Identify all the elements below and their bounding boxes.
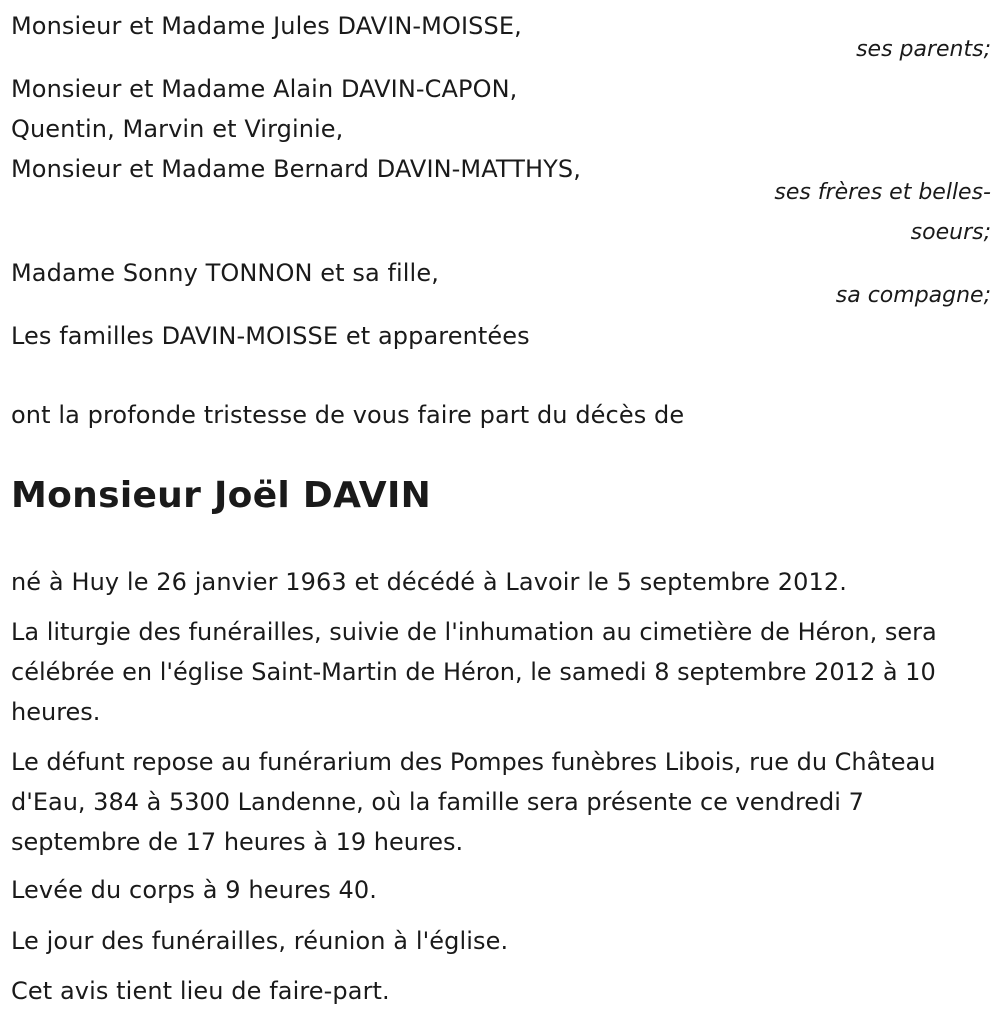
sibling-line-2: Quentin, Marvin et Virginie, — [11, 115, 344, 143]
levee-line: Levée du corps à 9 heures 40. — [11, 876, 377, 904]
partner-role: sa compagne; — [835, 283, 991, 308]
notice-line: Cet avis tient lieu de faire-part. — [11, 977, 390, 1005]
repose-paragraph: Le défunt repose au funérarium des Pompes funèbres Libois, rue du Château d'Eau, 384 à 5300 Landenne, où la famille sera présente ce vendredi 7 septembre de 17 heures à 19 heures. — [11, 748, 936, 856]
families-line: Les familles DAVIN-MOISSE et apparentées — [11, 322, 530, 350]
announcement-text: ont la profonde tristesse de vous faire part du décès de — [11, 401, 685, 429]
partner-line: Madame Sonny TONNON et sa fille, — [11, 259, 439, 287]
parents-line: Monsieur et Madame Jules DAVIN-MOISSE, — [11, 12, 522, 40]
sibling-line-1: Monsieur et Madame Alain DAVIN-CAPON, — [11, 75, 518, 103]
siblings-role-line-2: soeurs; — [910, 220, 991, 245]
sibling-line-3: Monsieur et Madame Bernard DAVIN-MATTHYS, — [11, 155, 581, 183]
deceased-name: Monsieur Joël DAVIN — [11, 475, 432, 516]
liturgy-paragraph: La liturgie des funérailles, suivie de l'inhumation au cimetière de Héron, sera célébrée en l'église Saint-Martin de Héron, le samedi 8 septembre 2012 à 10 heures. — [11, 618, 937, 726]
reunion-line: Le jour des funérailles, réunion à l'église. — [11, 927, 509, 955]
birth-death-line: né à Huy le 26 janvier 1963 et décédé à Lavoir le 5 septembre 2012. — [11, 568, 847, 596]
parents-role: ses parents; — [856, 37, 991, 62]
siblings-role-line-1: ses frères et belles- — [774, 180, 991, 205]
